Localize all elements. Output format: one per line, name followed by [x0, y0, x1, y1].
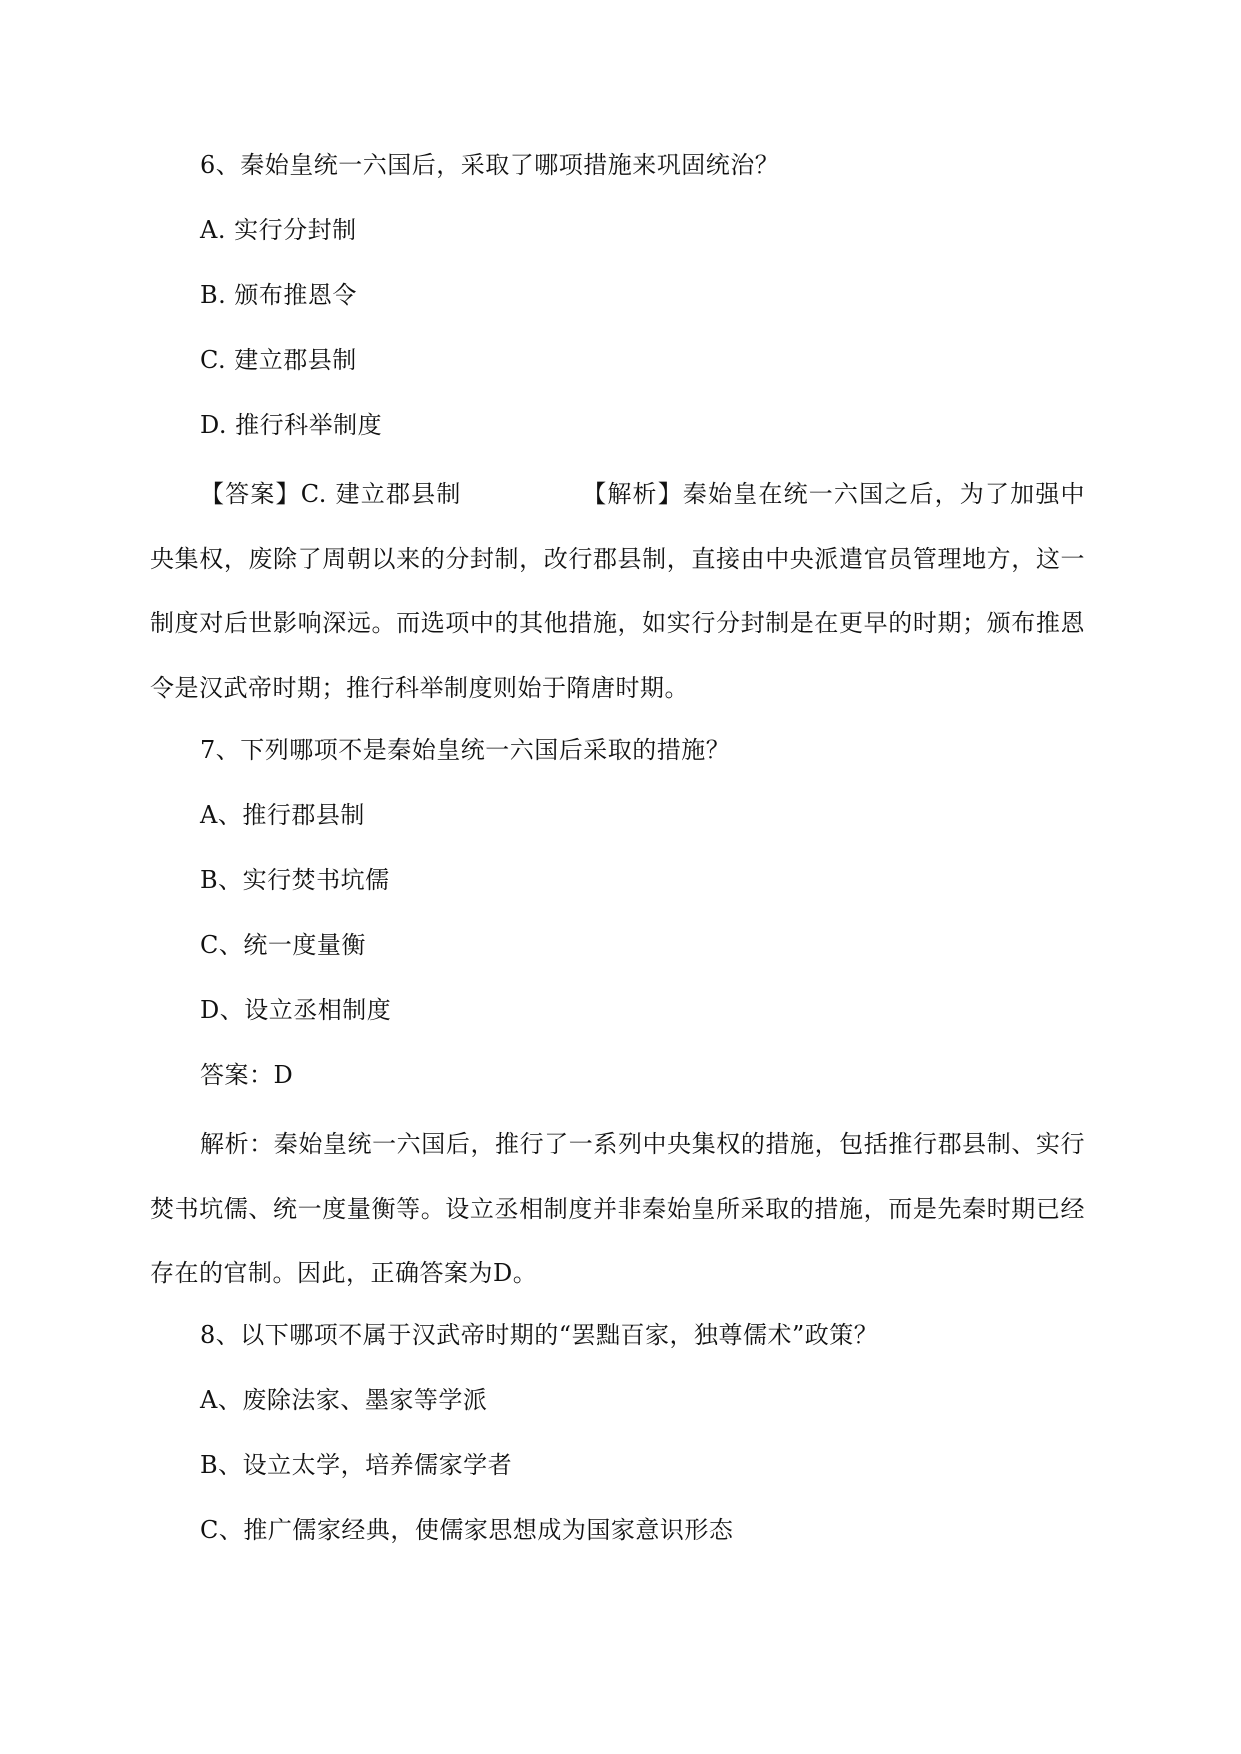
question-8-option-a: A、废除法家、墨家等学派	[200, 1386, 488, 1414]
question-6-option-a: A. 实行分封制	[200, 216, 357, 244]
question-6-option-d: D. 推行科举制度	[200, 411, 383, 439]
question-6-option-c: C. 建立郡县制	[200, 346, 357, 374]
question-6-answer: 【答案】C. 建立郡县制	[200, 480, 462, 508]
question-7-analysis: 解析：秦始皇统一六国后，推行了一系列中央集权的措施，包括推行郡县制、实行焚书坑儒、统一度量衡等。设立丞相制度并非秦始皇所采取的措施，而是先秦时期已经存在的官制。因此，正确答案为D。	[150, 1130, 1085, 1287]
question-7-text: 7、下列哪项不是秦始皇统一六国后采取的措施？	[200, 736, 731, 764]
question-7-option-b: B、实行焚书坑儒	[200, 866, 390, 894]
question-8-option-c: C、推广儒家经典，使儒家思想成为国家意识形态	[200, 1516, 734, 1544]
question-8-text: 8、以下哪项不属于汉武帝时期的“罢黜百家，独尊儒术”政策？	[200, 1321, 879, 1349]
question-7-option-a: A、推行郡县制	[200, 801, 365, 829]
question-7-option-c: C、统一度量衡	[200, 931, 366, 959]
question-7-answer: 答案：D	[200, 1061, 294, 1089]
question-6-answer-block	[150, 462, 1085, 720]
question-6-text: 6、秦始皇统一六国后，采取了哪项措施来巩固统治？	[200, 151, 780, 179]
question-6-analysis: 【解析】秦始皇在统一六国之后，为了加强中央集权，废除了周朝以来的分封制，改行郡县制，直接由中央派遣官员管理地方，这一制度对后世影响深远。而选项中的其他措施，如实行分封制是在更早的时期；颁布推恩令是汉武帝时期；推行科举制度则始于隋唐时期。	[150, 480, 1086, 702]
question-7-option-d: D、设立丞相制度	[200, 996, 392, 1024]
question-8-option-b: B、设立太学，培养儒家学者	[200, 1451, 513, 1479]
question-6-option-b: B. 颁布推恩令	[200, 281, 357, 309]
